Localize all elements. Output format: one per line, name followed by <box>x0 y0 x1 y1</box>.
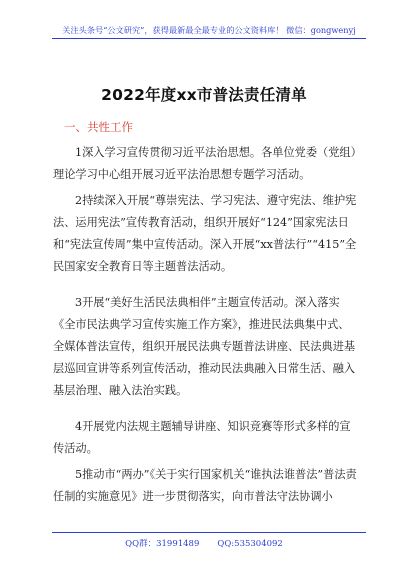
paragraph-4: 4开展党内法规主题辅导讲座、知识竞赛等形式多样的宣传活动。 <box>53 420 351 455</box>
footer-qq-group: QQ群：31991489 <box>125 539 200 549</box>
banner-text: 关注头条号“公文研究”，获得最新最全最专业的公文资料库！ 微信：gongwenyj <box>62 25 356 35</box>
document-title: 2022年度xx市普法责任清单 <box>101 86 307 104</box>
footer-qq: QQ:535304092 <box>217 539 283 549</box>
paragraph-2: 2持续深入开展“尊崇宪法、学习宪法、遵守宪法、维护宪法、运用宪法”宣传教育活动，组织开展好“124”国家宪法日和“宪法宣传周”集中宣传活动。深入开展“xx普法行”“415”全民国家安全教育日等主题普法活动。 <box>53 194 357 273</box>
section-heading: 一、共性工作 <box>64 120 133 134</box>
footer-divider <box>52 532 366 533</box>
paragraph-3: 3开展“美好生活民法典相伴”主题宣传活动。深入落实《全市民法典学习宣传实施工作方案》，推进民法典集中式、全媒体普法宣传，组织开展民法典专题普法讲座、民法典进基层巡回宣讲等系列宣传活动，推动民法典融入日常生活、融入基层治理、融入法治实践。 <box>53 296 356 397</box>
top-banner <box>52 22 366 42</box>
paragraph-1: 1深入学习宣传贯彻习近平法治思想。各单位党委（党组）理论学习中心组开展习近平法治思想专题学习活动。 <box>53 146 357 181</box>
banner-underline <box>52 38 366 39</box>
footer <box>0 537 408 549</box>
paragraph-5: 5推动市“两办”《关于实行国家机关“谁执法谁普法”普法责任制的实施意见》进一步贯彻落实，向市普法守法协调小 <box>53 468 357 503</box>
